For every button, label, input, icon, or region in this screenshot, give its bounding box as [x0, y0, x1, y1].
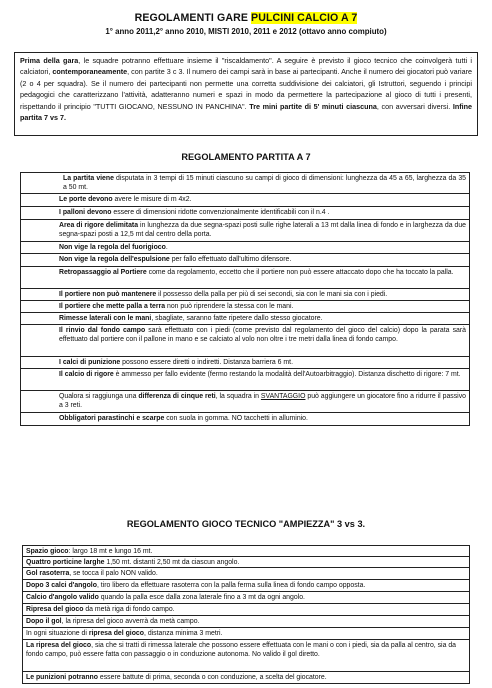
rule-row — [20, 267, 470, 289]
rule-row — [20, 289, 470, 301]
rule-text: Calcio d'angolo valido quando la palla esce dalla zona laterale fino a 3 mt da ogni angolo. — [26, 594, 305, 601]
rule-row — [22, 604, 470, 616]
rule-row — [20, 172, 470, 194]
rule-row — [22, 557, 470, 568]
rule-row — [22, 628, 470, 640]
rule-row — [22, 592, 470, 604]
rule-text: Dopo 3 calci d'angolo, tiro libero da effettuare rasoterra con la palla ferma sulla linea di fondo campo opposta. — [26, 582, 366, 589]
rule-row — [20, 325, 470, 357]
rule-text: Gol rasoterra, se tocca il palo NON valido. — [26, 570, 158, 577]
rule-text: I palloni devono essere di dimensioni ridotte convenzionalmente identificabili con il n.4 . — [59, 209, 330, 216]
intro-paragraph: Prima della gara, le squadre potranno effettuare insieme il "riscaldamento". A seguire è previsto il gioco tecnico che coinvolgerà tutti i calciatori, contemporaneamente, con partite 3 c 3. Il numero dei campi sarà in base ai partecipanti. Anche il numero dei giocatori può variare (2 o 4 per squadra). Se il numero dei partecipanti non permette una corretta suddivisione dei calciatori, gli Istruttori, seguendo i principi pedagogici che caratterizzano l'attività, adatteranno numeri e spazi in modo da permettere la partecipazione al gioco di tutti i presenti, rispettando il principio "TUTTI GIOCANO, NESSUNO IN PANCHINA". Tre mini partite di 5' minuti ciascuna, con avversari diversi. Infine partita 7 vs 7. — [20, 56, 473, 123]
rule-row — [22, 640, 470, 672]
rule-text: In ogni situazione di ripresa del gioco, distanza minima 3 metri. — [26, 630, 223, 637]
section-heading-gioco-tecnico: REGOLAMENTO GIOCO TECNICO "AMPIEZZA" 3 vs 3. — [126, 519, 366, 529]
rule-row — [22, 580, 470, 592]
rule-text: Il rinvio dal fondo campo sarà effettuato con i piedi (come previsto dal regolamento del gioco del calcio) dopo la parata sarà effettuato dal portiere con il pallone in mano e se calciato al volo non oltre i tre metri dalla linea di fondo campo. — [59, 327, 466, 344]
document-subtitle: 1° anno 2011,2° anno 2010, MISTI 2010, 2011 e 2012 (ottavo anno compiuto) — [105, 27, 387, 36]
rule-text: Dopo il gol, la ripresa del gioco avverrà da metà campo. — [26, 618, 200, 625]
rule-row — [20, 242, 470, 254]
rule-text: Retropassaggio al Portiere come da regolamento, eccetto che il portiere non può essere attaccato dopo che ha toccato la palla. — [59, 269, 454, 276]
rule-row — [20, 220, 470, 242]
rule-row — [20, 207, 470, 220]
rule-row — [22, 672, 470, 684]
rule-row — [20, 413, 470, 426]
rule-text: La ripresa del gioco, sia che si tratti di rimessa laterale che possono essere effettuata con le mani o con i piedi, sia da palla al centro, sia da fondo campo, può essere fatta con passaggio o in conduzione autonoma. No valido il gol diretto. — [26, 642, 457, 659]
rule-text: La partita viene disputata in 3 tempi di 15 minuti ciascuno su campi di gioco di dimensioni: lunghezza da 45 a 65, larghezza da 35 a 50 mt. — [63, 175, 466, 192]
rule-row — [22, 616, 470, 628]
rule-row — [20, 254, 470, 267]
rule-text: Quattro porticine larghe 1,50 mt. distanti 2,50 mt da ciascun angolo. — [26, 559, 240, 566]
section-heading-partita: REGOLAMENTO PARTITA A 7 — [181, 152, 311, 162]
rule-text: Il portiere che mette palla a terra non può riprendere la stessa con le mani. — [59, 303, 294, 310]
rule-text: Le punizioni potranno essere battute di prima, seconda o con conduzione, a scelta del giocatore. — [26, 674, 327, 681]
rule-text: I calci di punizione possono essere diretti o indiretti. Distanza barriera 6 mt. — [59, 359, 293, 366]
rule-row — [22, 545, 470, 557]
rule-row — [20, 357, 470, 369]
rule-text: Rimesse laterali con le mani, sbagliate, saranno fatte ripetere dallo stesso giocatore. — [59, 315, 323, 322]
rule-text: Qualora si raggiunga una differenza di cinque reti, la squadra in SVANTAGGIO può aggiungere un giocatore fino a ridurre il passivo a 3 reti. — [59, 393, 466, 410]
intro-box — [14, 52, 478, 136]
title-prefix: REGOLAMENTI GARE — [134, 12, 252, 24]
document-title — [0, 12, 492, 24]
rule-row — [20, 313, 470, 325]
rule-text: Il portiere non può mantenere il possesso della palla per più di sei secondi, sia con le mani sia con i piedi. — [59, 291, 388, 298]
rule-text: Area di rigore delimitata in lunghezza da due segna-spazi posti sulle righe laterali a 13 mt dalla linea di fondo e in larghezza da due segna-spazi posti a 12,5 mt dal centro della porta. — [59, 222, 466, 239]
rule-row — [20, 369, 470, 391]
rule-row — [20, 194, 470, 207]
rule-row — [20, 301, 470, 313]
rule-text: Non vige la regola dell'espulsione per fallo effettuato dall'ultimo difensore. — [59, 256, 292, 263]
title-highlight: PULCINI CALCIO A 7 — [251, 12, 358, 24]
rule-text: Le porte devono avere le misure di m 4x2. — [59, 196, 192, 203]
rule-text: Spazio gioco: largo 18 mt e lungo 16 mt. — [26, 548, 153, 555]
rule-text: Obbligatori parastinchi e scarpe con suola in gomma. NO tacchetti in alluminio. — [59, 415, 308, 422]
rule-row — [22, 568, 470, 580]
rule-text: Non vige la regola del fuorigioco. — [59, 244, 168, 251]
rule-row — [20, 391, 470, 413]
rule-text: Ripresa del gioco da metà riga di fondo campo. — [26, 606, 175, 613]
rule-text: Il calcio di rigore è ammesso per fallo evidente (fermo restando la modalità dell'Autoarbitraggio). Distanza dischetto di rigore: 7 mt. — [59, 371, 461, 378]
